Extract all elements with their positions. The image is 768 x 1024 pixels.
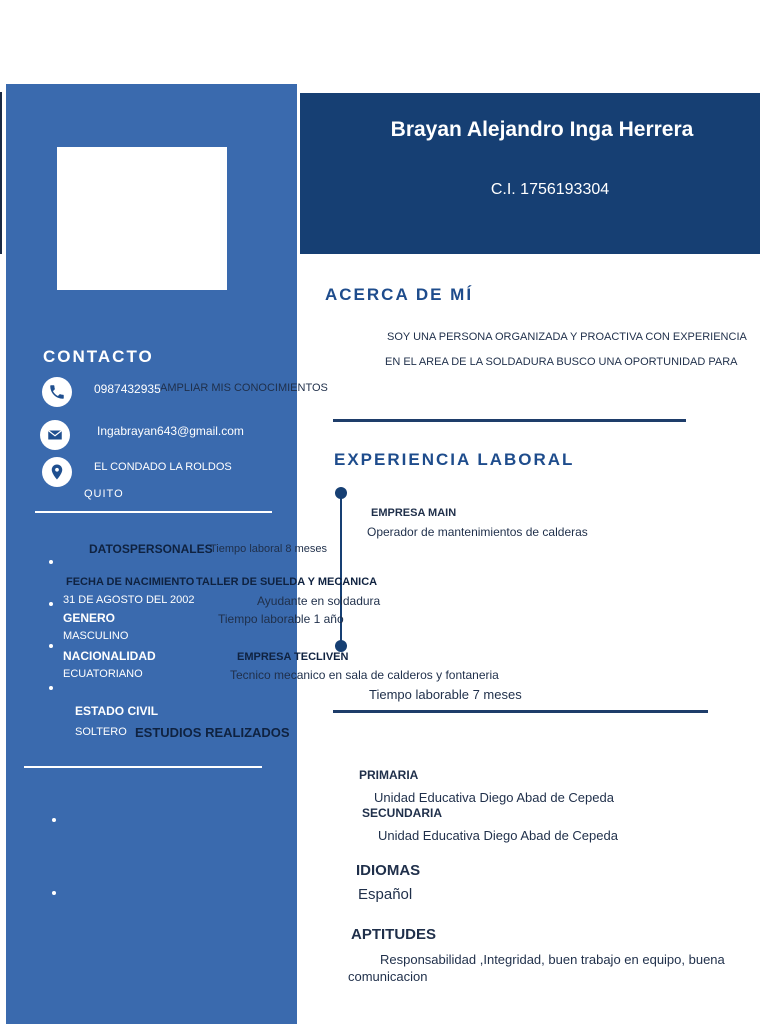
contact-city: QUITO xyxy=(84,488,124,500)
civil-label: ESTADO CIVIL xyxy=(75,704,159,718)
job2-company: TALLER DE SUELDA Y MECANICA xyxy=(196,576,378,588)
location-icon xyxy=(42,457,72,487)
about-title: ACERCA DE MÍ xyxy=(325,285,474,304)
profile-photo xyxy=(57,147,227,290)
contact-address: EL CONDADO LA ROLDOS xyxy=(94,461,232,473)
skills-line-2: comunicacion xyxy=(348,969,428,984)
gender-value: MASCULINO xyxy=(63,630,129,642)
languages-title: IDIOMAS xyxy=(356,862,421,879)
experience-divider xyxy=(333,710,708,713)
job1-role: Operador de mantenimientos de calderas xyxy=(367,525,588,539)
contact-email: Ingabrayan643@gmail.com xyxy=(97,424,244,438)
gender-label: GENERO xyxy=(63,611,116,625)
bullet xyxy=(49,644,53,648)
bullet xyxy=(49,560,53,564)
primary-label: PRIMARIA xyxy=(359,768,419,782)
primary-school: Unidad Educativa Diego Abad de Cepeda xyxy=(374,790,614,805)
job1-time: Tiempo laboral 8 meses xyxy=(210,543,327,555)
nationality-value: ECUATORIANO xyxy=(63,668,143,680)
birth-value: 31 DE AGOSTO DEL 2002 xyxy=(63,594,195,606)
timeline-dot xyxy=(335,487,347,499)
job2-role: Ayudante en soldadura xyxy=(257,594,381,608)
birth-label: FECHA DE NACIMIENTO xyxy=(66,576,195,588)
bullet xyxy=(52,891,56,895)
about-line-2: EN EL AREA DE LA SOLDADURA BUSCO UNA OPORTUNIDAD PARA xyxy=(385,356,738,368)
job3-role: Tecnico mecanico en sala de calderos y fontaneria xyxy=(230,668,499,682)
contact-phone: 0987432935 xyxy=(94,382,161,396)
left-edge-bar xyxy=(0,92,2,254)
contact-divider xyxy=(35,511,272,513)
job2-time: Tiempo laborable 1 año xyxy=(218,612,344,626)
nationality-label: NACIONALIDAD xyxy=(63,649,156,663)
bullet xyxy=(52,818,56,822)
personal-divider xyxy=(24,766,262,768)
bullet xyxy=(49,602,53,606)
experience-title: EXPERIENCIA LABORAL xyxy=(334,450,575,469)
candidate-name: Brayan Alejandro Inga Herrera xyxy=(390,118,694,141)
mail-icon xyxy=(40,420,70,450)
about-line-3: AMPLIAR MIS CONOCIMIENTOS xyxy=(160,382,328,394)
job3-time: Tiempo laborable 7 meses xyxy=(369,687,522,702)
personal-title: DATOSPERSONALES xyxy=(89,542,213,556)
contact-title: CONTACTO xyxy=(43,347,154,366)
candidate-id: C.I. 1756193304 xyxy=(490,181,610,198)
job3-company: EMPRESA TECLIVEN xyxy=(237,651,349,663)
phone-icon xyxy=(42,377,72,407)
civil-value: SOLTERO xyxy=(75,726,127,738)
skills-line-1: Responsabilidad ,Integridad, buen trabajo en equipo, buena xyxy=(380,952,725,967)
bullet xyxy=(49,686,53,690)
secondary-label: SECUNDARIA xyxy=(362,806,443,820)
education-title: ESTUDIOS REALIZADOS xyxy=(135,725,290,740)
about-divider xyxy=(333,419,686,422)
skills-title: APTITUDES xyxy=(351,926,437,943)
job1-company: EMPRESA MAIN xyxy=(371,507,457,519)
languages-value: Español xyxy=(358,886,413,903)
about-line-1: SOY UNA PERSONA ORGANIZADA Y PROACTIVA CON EXPERIENCIA xyxy=(387,331,747,343)
secondary-school: Unidad Educativa Diego Abad de Cepeda xyxy=(378,828,618,843)
